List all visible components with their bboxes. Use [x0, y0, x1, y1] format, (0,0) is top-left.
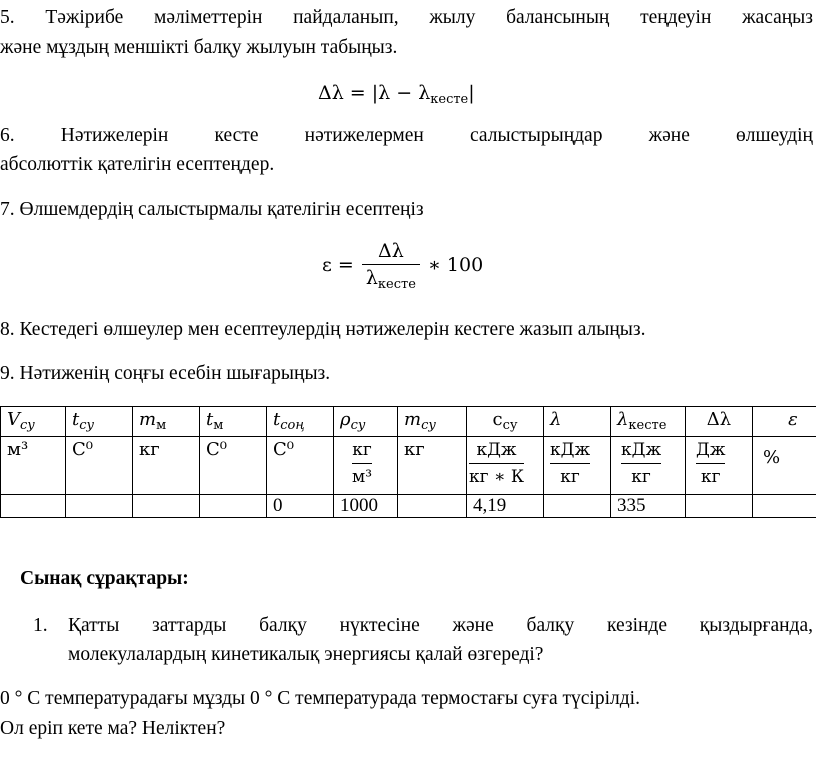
unit-cell: кг м³ — [352, 440, 373, 487]
table-units-row — [1, 437, 816, 495]
step5-line1: 5. Тәжірибе мәліметтерін пайдаланып, жылу балансының теңдеуін жасаңыз — [0, 7, 813, 28]
extra-question-line2: Ол еріп кете ма? Неліктен? — [0, 718, 226, 739]
value-cell — [200, 495, 267, 518]
header-cell: $V_{су}$ — [7, 409, 35, 433]
header-cell: $\rho_{су}$ — [340, 409, 366, 433]
unit-cell: м³ — [7, 439, 29, 460]
unit-cell: С⁰ — [273, 439, 294, 460]
header-cell: Δλ — [706, 409, 732, 430]
unit-cell: кДж кг — [621, 440, 662, 487]
value-cell: 4,19 — [473, 495, 507, 516]
header-cell: $m_м$ — [139, 409, 167, 433]
value-cell — [753, 495, 816, 518]
step8: 8. Кестедегі өлшеулер мен есептеулердің нәтижелерін кестеге жазып алыңыз. — [0, 319, 646, 340]
value-cell — [66, 495, 133, 518]
header-cell: $c_{су}$ — [492, 409, 518, 433]
unit-cell: кДж кг — [550, 440, 591, 487]
value-cell — [686, 495, 753, 518]
header-cell: $m_{су}$ — [404, 409, 436, 433]
results-table — [0, 406, 816, 518]
formula2-denominator: $\lambda_{кесте}$ — [365, 267, 416, 292]
formula1-sub: кесте — [430, 92, 469, 107]
header-cell: $t_{соң}$ — [273, 409, 305, 433]
table-header-row — [1, 407, 816, 437]
step7: 7. Өлшемдердің салыстырмалы қателігін есептеңіз — [0, 199, 424, 220]
extra-question-line1: 0 ° С температурадағы мұзды 0 ° С температурада термостағы суға түсірілді. — [0, 688, 640, 709]
unit-cell: % — [763, 447, 781, 468]
header-cell: $\lambda_{кесте}$ — [617, 409, 667, 433]
value-cell — [133, 495, 200, 518]
formula2-numerator: Δλ — [377, 240, 404, 262]
formula1-end: | — [468, 82, 475, 104]
formula2-lhs: ε = — [322, 254, 354, 276]
formula-epsilon — [322, 240, 483, 292]
value-cell — [544, 495, 611, 518]
unit-cell: кДж кг ∗ К — [469, 440, 525, 487]
header-cell: $t_{су}$ — [72, 409, 95, 433]
questions-title: Сынақ сұрақтары: — [20, 568, 189, 589]
formula-delta-lambda — [318, 82, 475, 107]
table-values-row — [1, 495, 816, 518]
value-cell: 0 — [273, 495, 283, 516]
step6-line1: 6. Нәтижелерін кесте нәтижелермен салыстырыңдар және өлшеудің — [0, 125, 813, 146]
question-1-number: 1. — [33, 615, 48, 636]
value-cell: 1000 — [340, 495, 378, 516]
unit-cell: Дж кг — [696, 440, 726, 487]
header-cell: ε — [788, 409, 798, 430]
unit-cell: кг — [404, 439, 425, 460]
step5-line2: және мұздың меншікті балқу жылуын табыңыз. — [0, 37, 398, 58]
header-cell: λ — [550, 409, 562, 430]
value-cell — [1, 495, 66, 518]
unit-cell: С⁰ — [72, 439, 93, 460]
step9: 9. Нәтиженің соңғы есебін шығарыңыз. — [0, 363, 331, 384]
formula2-rhs: ∗ 100 — [427, 254, 484, 276]
value-cell: 335 — [617, 495, 646, 516]
question-1-line1: Қатты заттарды балқу нүктесіне және балқу кезінде қыздырғанда, — [68, 615, 813, 636]
header-cell: $t_м$ — [206, 409, 224, 433]
step6-line2: абсолюттік қателігін есептеңдер. — [0, 154, 275, 175]
question-1-line2: молекулалардың кинетикалық энергиясы қалай өзгереді? — [68, 644, 544, 665]
formula1-lhs: Δλ = |λ − λ — [318, 82, 431, 104]
unit-cell: кг — [139, 439, 160, 460]
formula2-fraction — [362, 240, 420, 292]
value-cell — [398, 495, 467, 518]
unit-cell: С⁰ — [206, 439, 227, 460]
